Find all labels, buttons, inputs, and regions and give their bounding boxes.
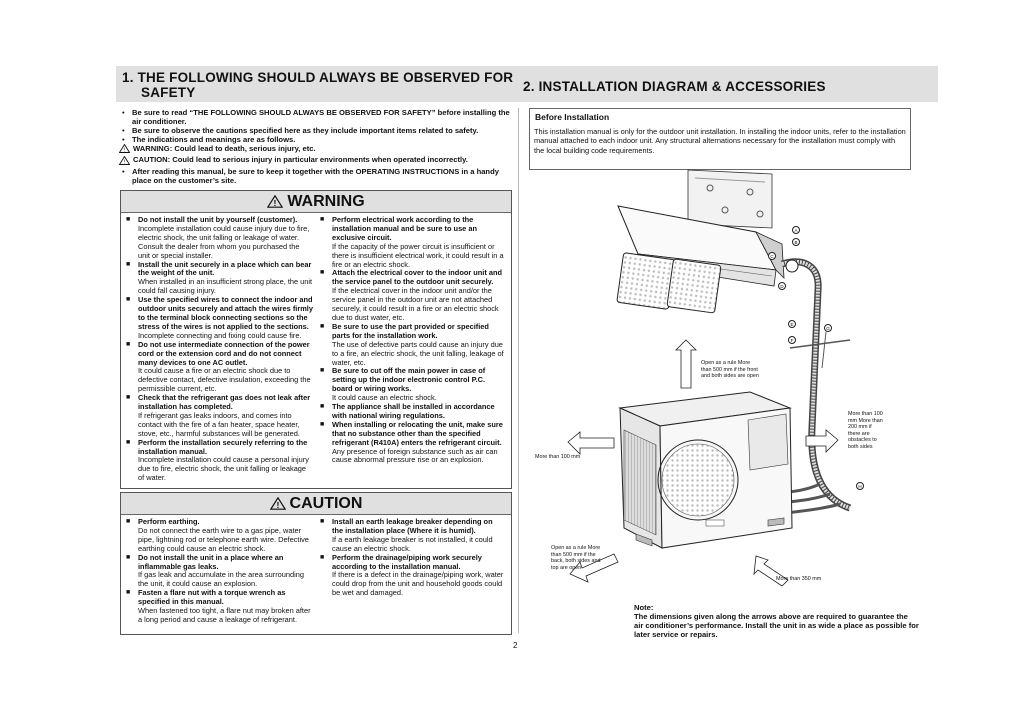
part-marker-letter: D: [780, 284, 784, 289]
caution-icon: [270, 497, 286, 510]
caution-box: [120, 492, 512, 635]
caution-item: ■ Do not install the unit in a place where an inflammable gas leaks. If gas leak and accumulate in the area surrounding the unit, it could cause an explosion.: [126, 552, 304, 589]
label-clearance-left: More than 100 mm: [535, 454, 581, 460]
warning-item: ■ When installing or relocating the unit, make sure that no substance other than the specified refrigerant (R410A) enters the refrigerant circuit. Any presence of foreign substance such as air can cause abnormal pressure rise or an explosion.: [320, 419, 503, 465]
warning-item: ■ Attach the electrical cover to the indoor unit and the service panel to the outdoor unit securely. If the electrical cover in the indoor unit and/or the service panel in the outdoor unit are not attached securely, it could result in a fire or an electric shock due to dust water, etc.: [320, 268, 503, 322]
bullet-item: • Be sure to observe the cautions specified here as they include important items related to safety.: [122, 126, 479, 136]
caution-right-column: [320, 518, 504, 598]
warning-box: [120, 190, 512, 489]
label-clearance-right: More than 100 mm More than 200 mm if there are obstacles to both sides: [848, 411, 883, 450]
warning-icon: [119, 144, 130, 153]
part-marker-letter: G: [826, 326, 830, 331]
caution-item: ■ Fasten a flare nut with a torque wrench as specified in this manual. When fastened too tight, a flare nut may broken after a long period and cause a leakage of refrigerant.: [126, 588, 311, 624]
label-clearance-bottom-left: Open as a rule More than 500 mm if the back, both sides and top are open: [551, 545, 601, 571]
warning-item: ■ Be sure to use the part provided or specified parts for the installation work. The use of defective parts could cause an injury due to a fire, an electric shock, the unit falling, leakage of water, etc.: [320, 321, 504, 367]
before-installation-title: Before Installation: [535, 112, 610, 122]
warning-item: ■ Use the specified wires to connect the indoor and outdoor units securely and attach the wires firmly to the terminal block connecting sections so the stress of the wires is not applied to the sections. Incomplete connecting and fixing could cause fire.: [126, 295, 313, 340]
svg-text:!: !: [276, 501, 279, 510]
part-marker-letter: A: [794, 228, 798, 233]
svg-text:!: !: [123, 148, 126, 154]
arrow-left: [568, 432, 614, 454]
warning-item: ■ Do not install the unit by yourself (customer). Incomplete installation could cause injury due to fire, electric shock, the unit falling or leakage of water. Consult the dealer from whom you purchased the unit or special installer.: [126, 215, 310, 260]
warning-definition: ! WARNING: Could lead to death, serious injury, etc.: [119, 144, 514, 153]
part-marker-letter: E: [790, 322, 794, 327]
page-number: 2: [513, 641, 518, 650]
caution-left-column: [126, 518, 313, 625]
installation-diagram: [520, 168, 930, 598]
mounting-plate: [688, 170, 772, 228]
label-clearance-bottom-right: More than 350 mm: [776, 576, 822, 582]
part-marker-letter: H: [858, 484, 862, 489]
caution-item: ■ Perform earthing. Do not connect the earth wire to a gas pipe, water pipe, lightning rod or telephone earth wire. Defective earthing could cause an electric shock.: [126, 517, 309, 553]
outdoor-unit: [620, 392, 792, 548]
svg-text:!: !: [273, 199, 277, 208]
warning-title: ! WARNING: [121, 191, 511, 213]
warning-item: ■ Install the unit securely in a place which can bear the weight of the unit. When installed in an insufficient strong place, the unit could fall causing injury.: [126, 259, 313, 296]
section2-title: 2. INSTALLATION DIAGRAM & ACCESSORIES: [523, 79, 826, 94]
caution-item: ■ Install an earth leakage breaker depending on the installation place (Where it is humid). If a earth leakage breaker is not installed, it could cause an electric shock.: [320, 517, 493, 553]
warning-item: ■ Do not use intermediate connection of the power cord or the extension cord and do not connect many devices to one AC outlet. It could cause a fire or an electric shock due to defective contact, defective insulation, exceeding the permissible current, etc.: [126, 339, 311, 394]
caution-item: ■ Perform the drainage/piping work securely according to the installation manual. If there is a defect in the drainage/piping work, water could drop from the unit and household goods could be wet and damaged.: [320, 552, 504, 598]
warning-right-column: [320, 216, 504, 465]
bullet-item: • Be sure to read “THE FOLLOWING SHOULD ALWAYS BE OBSERVED FOR SAFETY” before installing the air conditioner.: [122, 108, 510, 127]
warning-item: ■ The appliance shall be installed in accordance with national wiring regulations.: [320, 402, 495, 420]
caution-definition: ! CAUTION: Could lead to serious injury in particular environments when operated incorrectly.: [119, 155, 514, 164]
before-installation-box: [529, 108, 911, 170]
arrow-top: [676, 340, 696, 388]
warning-icon: [267, 195, 283, 208]
warning-item: ■ Perform electrical work according to the installation manual and be sure to use an exclusive circuit. If the capacity of the power circuit is insufficient or there is insufficient electrical work, it could result in a fire or an electric shock.: [320, 215, 504, 269]
column-divider: [518, 108, 519, 633]
note: Note: The dimensions given along the arrows above are required to guarantee the air conditioner’s performance. Install the unit in as wide a place as possible for later service or repairs.: [634, 603, 919, 640]
bullet-item: • After reading this manual, be sure to keep it together with the OPERATING INSTRUCTIONS in a handy place on the customer’s site.: [122, 166, 499, 185]
caution-title: ! CAUTION: [121, 493, 511, 515]
warning-item: ■ Check that the refrigerant gas does not leak after installation has completed. If refrigerant gas leaks indoors, and comes into contact with the fire of a fan heater, space heater, stove, etc., harmful substances will be generated.: [126, 393, 311, 438]
svg-text:!: !: [123, 159, 126, 165]
bullet-item: • The indications and meanings are as follows.: [122, 135, 296, 145]
safety-bullets: [122, 108, 514, 185]
part-marker-letter: B: [794, 240, 798, 245]
warning-item: ■ Be sure to cut off the main power in case of setting up the indoor electronic control P.C. board or wiring works. It could cause an electric shock.: [320, 366, 486, 403]
label-clearance-top: Open as a rule More than 500 mm if the front and both sides are open: [701, 360, 759, 379]
before-installation-text: This installation manual is only for the outdoor unit installation. In installing the indoor units, refer to the installation manual attached to each indoor unit. Any structural alternations necessary for the installation must comply with the local building code requirements.: [534, 127, 906, 155]
caution-icon: [119, 156, 130, 165]
warning-left-column: [126, 216, 313, 483]
warning-item: ■ Perform the installation securely referring to the installation manual. Incomplete installation could cause a personal injury due to fire, electric shock, the unit falling or leakage of water.: [126, 437, 309, 483]
part-marker-letter: F: [790, 338, 794, 343]
section1-title: 1. THE FOLLOWING SHOULD ALWAYS BE OBSERVED FOR SAFETY: [122, 70, 514, 100]
part-marker-letter: C: [770, 254, 774, 259]
